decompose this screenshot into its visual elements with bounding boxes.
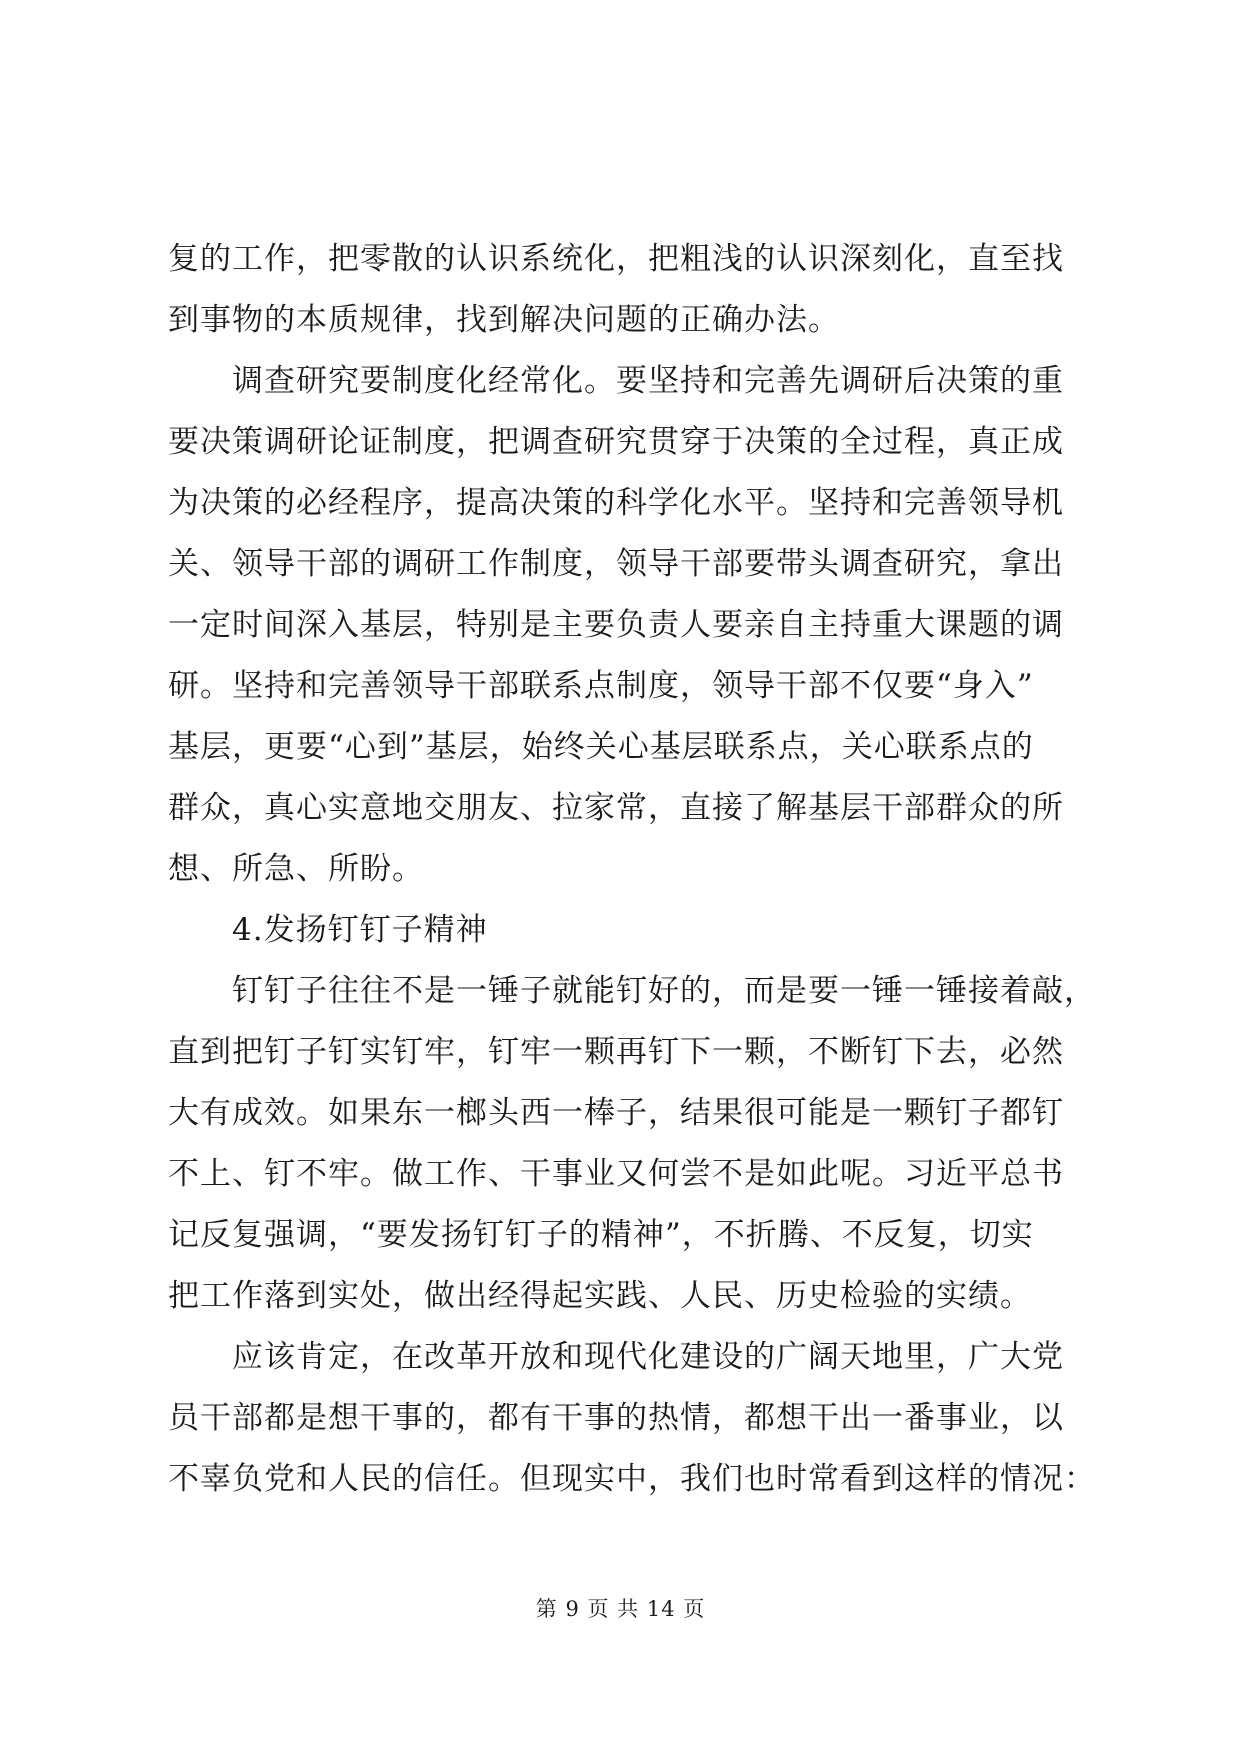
- text-line: 大有成效。如果东一榔头西一棒子，结果很可能是一颗钉子都钉: [168, 1095, 1064, 1131]
- text-line: 把工作落到实处，做出经得起实践、人民、历史检验的实绩。: [168, 1278, 1032, 1314]
- text-line: 复的工作，把零散的认识系统化，把粗浅的认识深刻化，直至找: [168, 241, 1064, 277]
- paragraph-start-line: 调查研究要制度化经常化。要坚持和完善先调研后决策的重: [232, 363, 1064, 399]
- body-text: [168, 229, 1096, 1510]
- text-line: 为决策的必经程序，提高决策的科学化水平。坚持和完善领导机: [168, 485, 1064, 521]
- text-line: 员干部都是想干事的，都有干事的热情，都想干出一番事业，以: [168, 1400, 1064, 1436]
- text-line: 关、领导干部的调研工作制度，领导干部要带头调查研究，拿出: [168, 546, 1064, 582]
- section-heading: 4.发扬钉钉子精神: [232, 912, 488, 948]
- text-line: 要决策调研论证制度，把调查研究贯穿于决策的全过程，真正成: [168, 424, 1064, 460]
- text-line: 研。坚持和完善领导干部联系点制度，领导干部不仅要“身入”: [168, 668, 1034, 704]
- text-line: 不辜负党和人民的信任。但现实中，我们也时常看到这样的情况：: [168, 1461, 1096, 1497]
- text-line: 基层，更要“心到”基层，始终关心基层联系点，关心联系点的: [168, 729, 1034, 765]
- page-footer: [0, 1594, 1241, 1624]
- text-line: 想、所急、所盼。: [168, 851, 424, 887]
- text-line: 群众，真心实意地交朋友、拉家常，直接了解基层干部群众的所: [168, 790, 1064, 826]
- page-number: 第 9 页 共 14 页: [535, 1597, 706, 1621]
- paragraph-start-line: 应该肯定，在改革开放和现代化建设的广阔天地里，广大党: [232, 1339, 1064, 1375]
- text-line: 直到把钉子钉实钉牢，钉牢一颗再钉下一颗，不断钉下去，必然: [168, 1034, 1064, 1070]
- text-line: 到事物的本质规律，找到解决问题的正确办法。: [168, 302, 840, 338]
- text-line: 记反复强调，“要发扬钉钉子的精神”，不折腾、不反复，切实: [168, 1217, 1034, 1253]
- text-line: 不上、钉不牢。做工作、干事业又何尝不是如此呢。习近平总书: [168, 1156, 1064, 1192]
- paragraph-start-line: 钉钉子往往不是一锤子就能钉好的，而是要一锤一锤接着敲，: [232, 973, 1096, 1009]
- text-line: 一定时间深入基层，特别是主要负责人要亲自主持重大课题的调: [168, 607, 1064, 643]
